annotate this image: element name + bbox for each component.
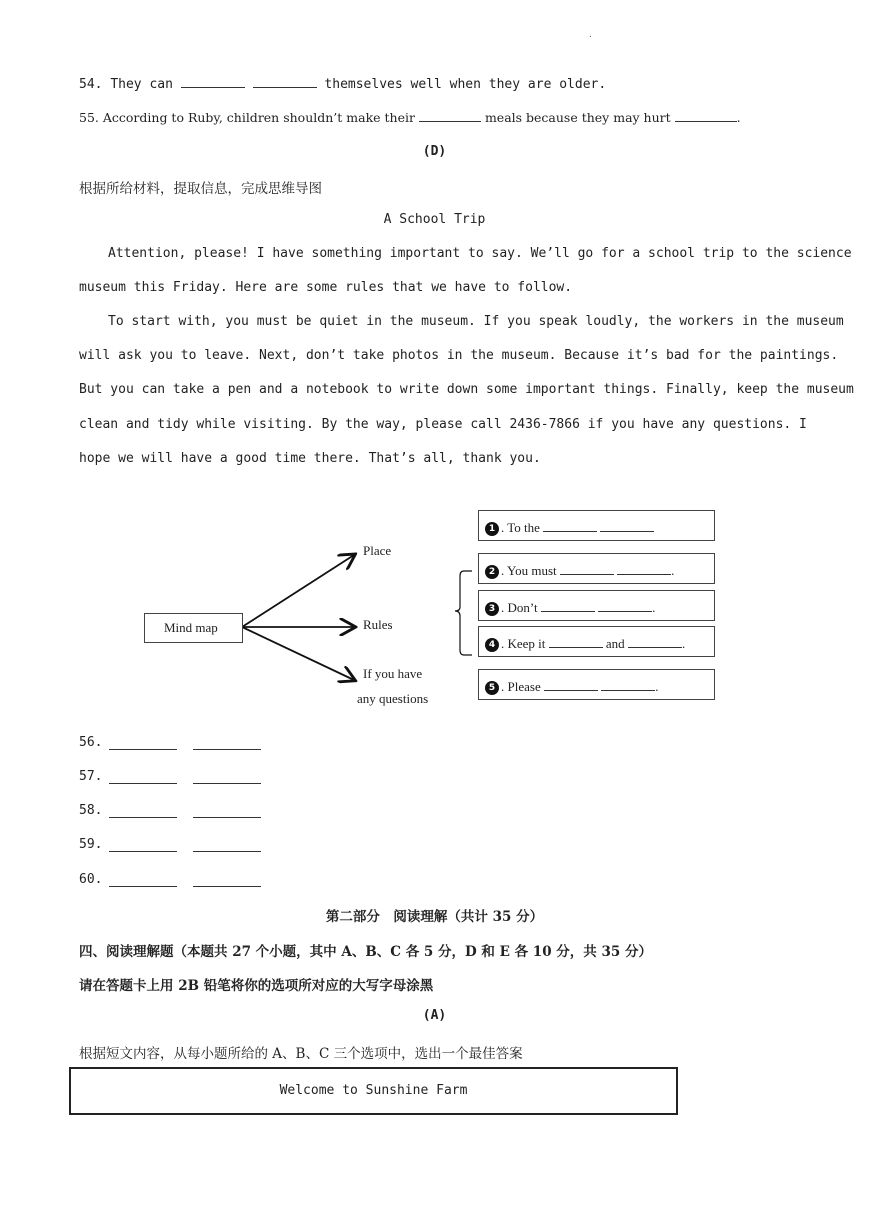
answer-blank[interactable] <box>109 749 177 750</box>
circled-number: 5 <box>485 681 499 695</box>
answer-blank[interactable] <box>675 109 737 122</box>
circled-number: 2 <box>485 565 499 579</box>
arrow-place <box>242 555 354 627</box>
top-dot: . <box>589 30 592 40</box>
part2-title: 第二部分 阅读理解（共计 35 分） <box>325 909 544 925</box>
branch-rules: Rules <box>363 617 393 632</box>
passage-line: Attention, please! I have something important to say. We’ll go for a school trip to the science <box>108 246 852 261</box>
circled-number: 4 <box>485 638 499 652</box>
section-d-label: (D) <box>422 144 447 159</box>
question-number: 54. <box>79 77 103 92</box>
answer-blank[interactable] <box>600 519 654 532</box>
branch-questions-2: any questions <box>357 691 429 706</box>
answer-row-59: 59. <box>79 837 102 852</box>
arrow-questions <box>242 627 354 680</box>
question-55 <box>79 109 741 125</box>
passage-line: To start with, you must be quiet in the museum. If you speak loudly, the workers in the museum <box>108 314 844 329</box>
passage-title: A School Trip <box>383 212 486 227</box>
branch-questions-1: If you have <box>363 666 423 681</box>
answer-blank[interactable] <box>253 75 317 88</box>
passage-line: clean and tidy while visiting. By the way, please call 2436-7866 if you have any questions. I <box>79 417 807 432</box>
answer-blank[interactable] <box>601 678 655 691</box>
answer-row-60: 60. <box>79 872 102 887</box>
mind-map-box-2: 2 . You must . <box>478 553 715 584</box>
mind-map-box-3: 3 . Don’t . <box>478 590 715 621</box>
answer-blank[interactable] <box>560 562 614 575</box>
part2-heading: 四、阅读理解题（本题共 27 个小题，其中 A、B、C 各 5 分，D 和 E 各 10 分，共 35 分） <box>79 944 652 960</box>
answer-blank[interactable] <box>544 678 598 691</box>
answer-row-57: 57. <box>79 769 102 784</box>
mind-map-center: Mind map <box>144 613 243 643</box>
branch-place: Place <box>363 543 392 558</box>
passage-title: Welcome to Sunshine Farm <box>279 1083 468 1098</box>
passage-line: will ask you to leave. Next, don’t take photos in the museum. Because it’s bad for the paintings. <box>79 348 839 363</box>
answer-blank[interactable] <box>419 109 481 122</box>
answer-blank[interactable] <box>109 783 177 784</box>
answer-blank[interactable] <box>543 519 597 532</box>
mind-map-box-1: 1 . To the <box>478 510 715 541</box>
question-text: themselves well when they are older. <box>324 77 607 92</box>
answer-blank[interactable] <box>598 599 652 612</box>
question-number: 55. <box>79 110 99 125</box>
answer-blank[interactable] <box>109 817 177 818</box>
answer-blank[interactable] <box>109 851 177 852</box>
answer-blank[interactable] <box>193 886 261 887</box>
question-text: According to Ruby, children shouldn’t make their <box>102 110 415 125</box>
question-text: They can <box>110 77 173 92</box>
circled-number: 1 <box>485 522 499 536</box>
question-text: meals because they may hurt <box>484 110 671 125</box>
part2-note: 请在答题卡上用 2B 铅笔将你的选项所对应的大写字母涂黑 <box>79 978 434 994</box>
answer-blank[interactable] <box>628 635 682 648</box>
circled-number: 3 <box>485 602 499 616</box>
question-54 <box>79 75 606 92</box>
answer-blank[interactable] <box>193 749 261 750</box>
mind-map-box-4: 4 . Keep it and . <box>478 626 715 657</box>
answer-blank[interactable] <box>549 635 603 648</box>
answer-blank[interactable] <box>617 562 671 575</box>
answer-blank[interactable] <box>193 851 261 852</box>
section-a-label: (A) <box>422 1008 447 1023</box>
brace <box>455 571 472 655</box>
question-text: . <box>736 110 741 125</box>
passage-line: But you can take a pen and a notebook to write down some important things. Finally, keep the museum <box>79 382 854 397</box>
mind-map-arrows <box>0 490 869 720</box>
answer-row-58: 58. <box>79 803 102 818</box>
passage-line: museum this Friday. Here are some rules that we have to follow. <box>79 280 573 295</box>
answer-row-56: 56. <box>79 735 102 750</box>
answer-blank[interactable] <box>181 75 245 88</box>
answer-blank[interactable] <box>193 783 261 784</box>
answer-blank[interactable] <box>541 599 595 612</box>
answer-blank[interactable] <box>193 817 261 818</box>
section-a-instruction: 根据短文内容，从每小题所给的 A、B、C 三个选项中，选出一个最佳答案 <box>79 1046 523 1062</box>
section-d-instruction: 根据所给材料，提取信息，完成思维导图 <box>79 181 322 197</box>
passage-title-box <box>69 1067 678 1115</box>
passage-line: hope we will have a good time there. That’s all, thank you. <box>79 451 541 466</box>
answer-blank[interactable] <box>109 886 177 887</box>
mind-map-box-5: 5 . Please . <box>478 669 715 700</box>
